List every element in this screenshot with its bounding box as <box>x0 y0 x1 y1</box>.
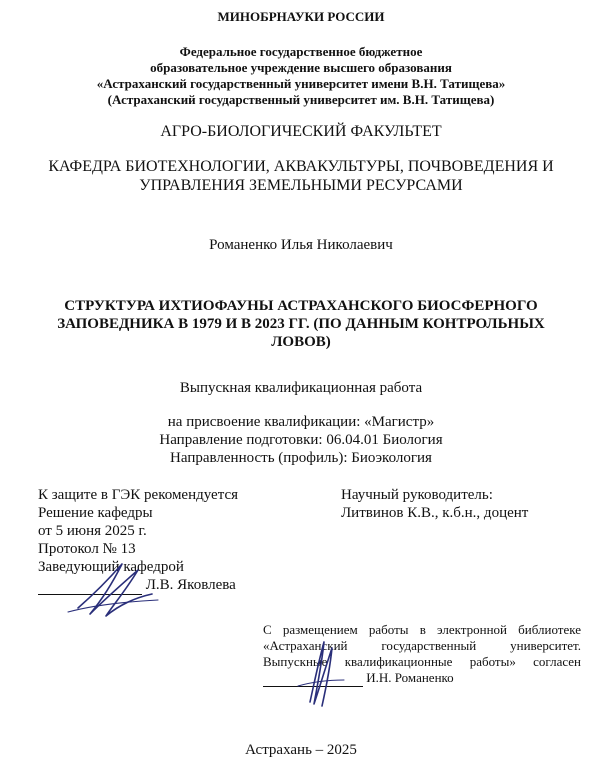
head-name: Л.В. Яковлева <box>145 577 236 593</box>
thesis-title-line: ЗАПОВЕДНИКА В 1979 И В 2023 ГГ. (ПО ДАННЫМ КОНТРОЛЬНЫХ <box>57 316 545 332</box>
defense-line: Заведующий кафедрой <box>38 559 184 575</box>
author-signer-name: И.Н. Романенко <box>366 670 454 685</box>
consent-line: «Астраханский государственный университет. <box>263 638 581 653</box>
city-year: Астрахань – 2025 <box>245 742 357 758</box>
defense-line: Протокол № 13 <box>38 541 136 557</box>
thesis-title-line: СТРУКТУРА ИХТИОФАУНЫ АСТРАХАНСКОГО БИОСФЕРНОГО <box>64 298 538 314</box>
supervisor-label: Научный руководитель: <box>341 487 493 503</box>
institution-line: образовательное учреждение высшего образования <box>150 60 452 75</box>
department-line: УПРАВЛЕНИЯ ЗЕМЕЛЬНЫМИ РЕСУРСАМИ <box>139 177 463 194</box>
profile-line: Направленность (профиль): Биоэкология <box>170 450 432 466</box>
qualification-block <box>0 413 602 467</box>
institution-line: Федеральное государственное бюджетное <box>179 44 423 59</box>
consent-line: Выпускные квалификационные работы» согласен <box>263 654 581 669</box>
thesis-title-line: ЛОВОВ) <box>271 334 331 350</box>
institution-line: (Астраханский государственный университет им. В.Н. Татищева) <box>107 92 495 107</box>
head-handwritten-signature <box>60 558 165 620</box>
author-handwritten-signature <box>292 636 352 710</box>
work-type: Выпускная квалификационная работа <box>179 380 423 396</box>
faculty-name: АГРО-БИОЛОГИЧЕСКИЙ ФАКУЛЬТЕТ <box>160 123 442 140</box>
defense-line: от 5 июня 2025 г. <box>38 523 147 539</box>
ministry-name: МИНОБРНАУКИ РОССИИ <box>217 9 385 24</box>
qualification-line: на присвоение квалификации: «Магистр» <box>167 414 435 430</box>
supervisor-block <box>341 486 581 522</box>
consent-line: С размещением работы в электронной библиотеке <box>263 622 581 637</box>
institution-block <box>0 44 602 108</box>
department-block <box>0 157 602 195</box>
direction-line: Направление подготовки: 06.04.01 Биология <box>159 432 443 448</box>
thesis-title <box>0 297 602 351</box>
institution-line: «Астраханский государственный университет имени В.Н. Татищева» <box>96 76 506 91</box>
defense-line: Решение кафедры <box>38 505 153 521</box>
author-name: Романенко Илья Николаевич <box>209 237 393 253</box>
supervisor-name: Литвинов К.В., к.б.н., доцент <box>341 505 529 521</box>
defense-line: К защите в ГЭК рекомендуется <box>38 487 239 503</box>
department-line: КАФЕДРА БИОТЕХНОЛОГИИ, АКВАКУЛЬТУРЫ, ПОЧВОВЕДЕНИЯ И <box>48 158 554 175</box>
